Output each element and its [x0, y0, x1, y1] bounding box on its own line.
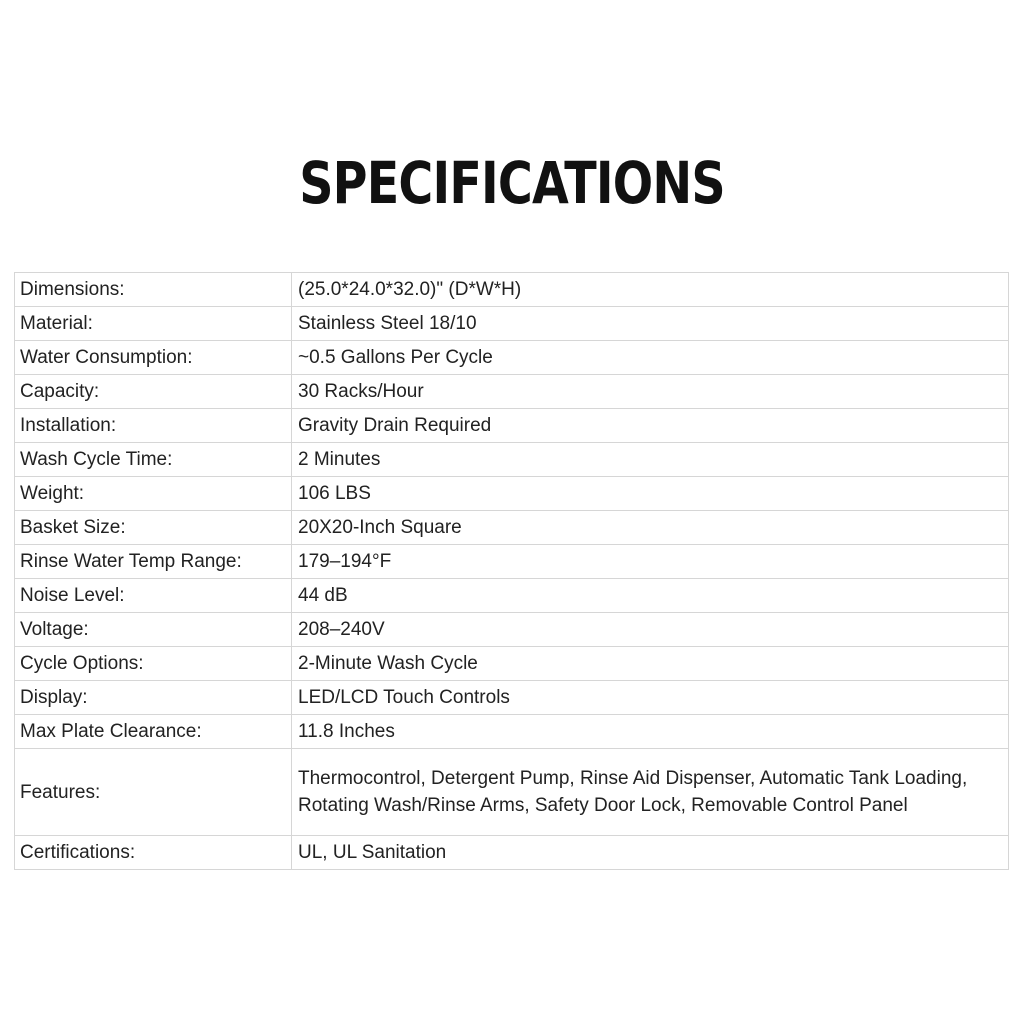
spec-label: Max Plate Clearance:: [15, 715, 292, 749]
spec-label: Basket Size:: [15, 511, 292, 545]
spec-value: 20X20-Inch Square: [292, 511, 1009, 545]
table-row: [15, 273, 1009, 307]
spec-value: ~0.5 Gallons Per Cycle: [292, 341, 1009, 375]
table-row: [15, 647, 1009, 681]
table-row: [15, 443, 1009, 477]
table-row: [15, 545, 1009, 579]
spec-value: 44 dB: [292, 579, 1009, 613]
spec-value: 208–240V: [292, 613, 1009, 647]
table-row: [15, 511, 1009, 545]
spec-value: 30 Racks/Hour: [292, 375, 1009, 409]
spec-label: Features:: [15, 749, 292, 836]
spec-label: Water Consumption:: [15, 341, 292, 375]
spec-value: UL, UL Sanitation: [292, 836, 1009, 870]
table-row: [15, 375, 1009, 409]
table-row: [15, 307, 1009, 341]
spec-value: Stainless Steel 18/10: [292, 307, 1009, 341]
table-row: [15, 836, 1009, 870]
table-row: [15, 715, 1009, 749]
spec-label: Material:: [15, 307, 292, 341]
spec-label: Display:: [15, 681, 292, 715]
spec-label: Installation:: [15, 409, 292, 443]
spec-label: Wash Cycle Time:: [15, 443, 292, 477]
spec-label: Rinse Water Temp Range:: [15, 545, 292, 579]
spec-label: Noise Level:: [15, 579, 292, 613]
page-title: SPECIFICATIONS: [299, 149, 725, 217]
spec-label: Weight:: [15, 477, 292, 511]
table-row: [15, 749, 1009, 836]
table-row: [15, 409, 1009, 443]
spec-value: 106 LBS: [292, 477, 1009, 511]
table-row: [15, 613, 1009, 647]
table-row: [15, 341, 1009, 375]
spec-label: Dimensions:: [15, 273, 292, 307]
table-row: [15, 477, 1009, 511]
spec-label: Capacity:: [15, 375, 292, 409]
spec-label: Certifications:: [15, 836, 292, 870]
table-row: [15, 579, 1009, 613]
spec-label: Cycle Options:: [15, 647, 292, 681]
table-row: [15, 681, 1009, 715]
spec-value: (25.0*24.0*32.0)" (D*W*H): [292, 273, 1009, 307]
spec-value: 11.8 Inches: [292, 715, 1009, 749]
spec-value: 179–194°F: [292, 545, 1009, 579]
spec-value: LED/LCD Touch Controls: [292, 681, 1009, 715]
spec-label: Voltage:: [15, 613, 292, 647]
spec-value: 2 Minutes: [292, 443, 1009, 477]
spec-value: Thermocontrol, Detergent Pump, Rinse Aid Dispenser, Automatic Tank Loading, Rotating Wash/Rinse Arms, Safety Door Lock, Removable Control Panel: [292, 749, 1009, 836]
spec-value: 2-Minute Wash Cycle: [292, 647, 1009, 681]
specifications-table: [14, 272, 1009, 870]
spec-value: Gravity Drain Required: [292, 409, 1009, 443]
